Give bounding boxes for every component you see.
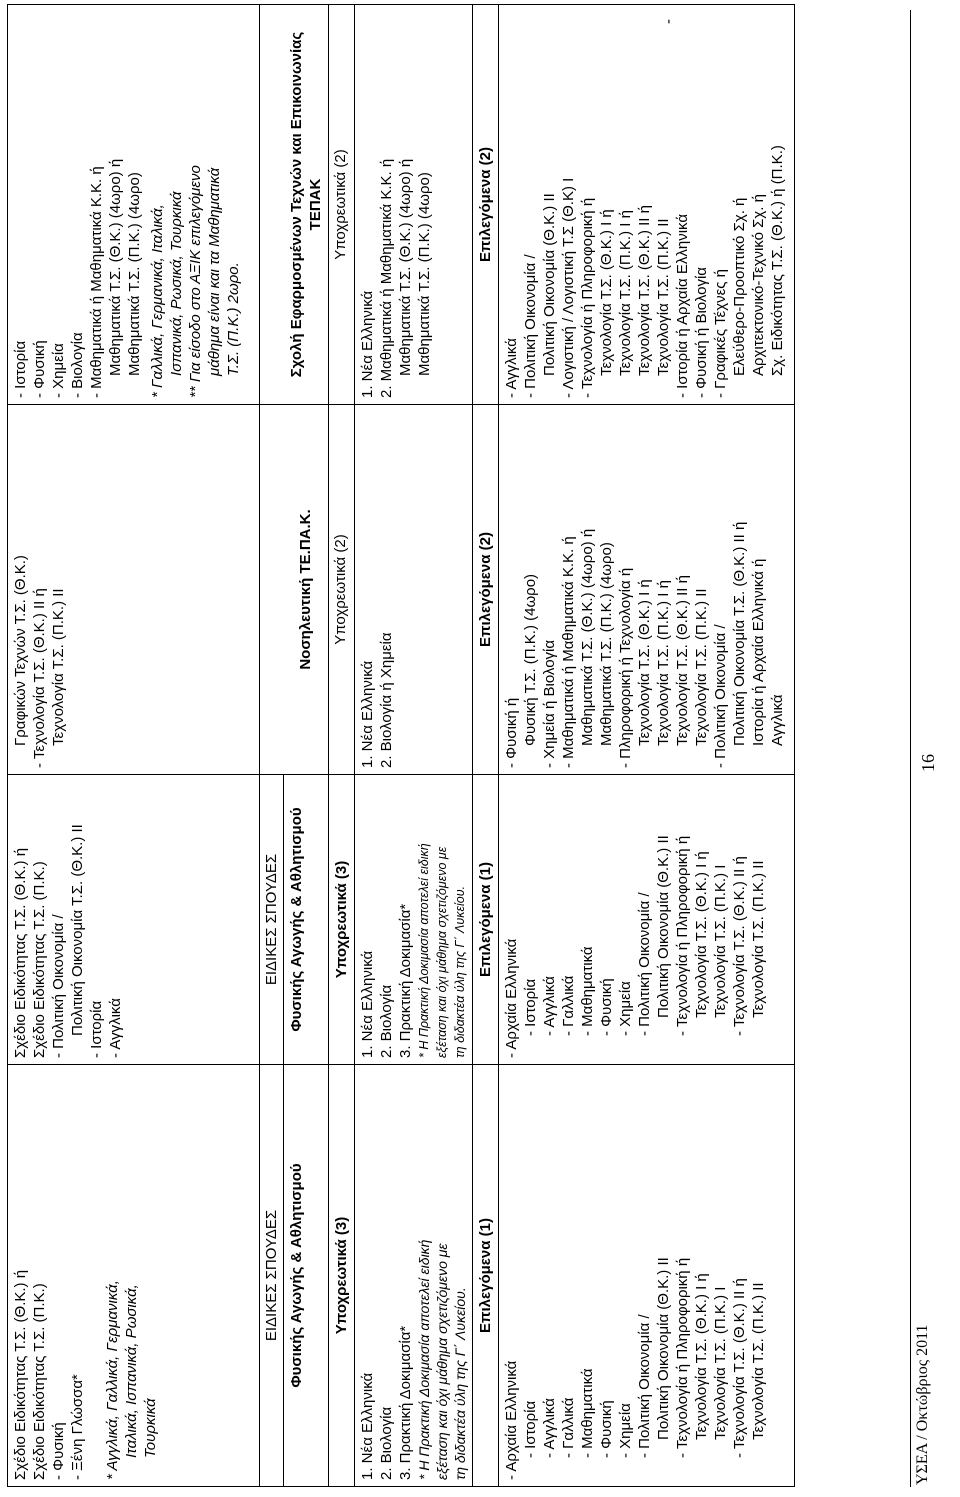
note-line: * Αγγλικά, Γαλλικά, Γερμανικά, [104, 1280, 121, 1480]
note-line: ** Για είσοδο στο ΑΞΙΚ επιλεγόμενο [187, 165, 204, 398]
school-header-4: Σχολή Εφαρμοσμένων Τεχνών και Επικοινωνίας ΤΕΠΑΚ [284, 5, 329, 405]
line: - Μαθηματικά [578, 1368, 596, 1458]
epil-items-4 [498, 5, 794, 405]
school-header-2: Φυσικής Αγωγής & Αθλητισμού [284, 775, 329, 1065]
line: - Αγγλικά [540, 1398, 558, 1458]
top-cell-1 [8, 1065, 260, 1487]
note-line: τη διδακτέα ύλη της Γ΄ Λυκείου. [451, 1287, 468, 1480]
line: 2. Βιολογία [377, 984, 395, 1058]
line: Πολιτική Οικονομία (Θ.Κ.) ΙΙ [654, 1257, 672, 1440]
line: Τεχνολογία Τ.Σ. (Θ.Κ.) Ι ή [692, 851, 710, 1018]
line: Τεχνολογία Τ.Σ. (Π.Κ.) ΙΙ [50, 588, 67, 746]
epil-header-2: Επιλεγόμενα (1) [472, 775, 498, 1065]
line: - Πολιτική Οικονομία / [711, 624, 729, 768]
line: Μαθηματικά Τ.Σ. (Θ.Κ.) (4ωρο) ή [107, 158, 124, 376]
line: - Φυσική [597, 978, 615, 1036]
line: Τεχνολογία Τ.Σ. (Θ.Κ.) ΙΙ ή [673, 575, 691, 746]
line: 3. Πρακτική Δοκιμασία* [396, 903, 414, 1058]
note-line: Τουρκικά [142, 1398, 159, 1458]
line: Τεχνολογία Τ.Σ. (Θ.Κ.) ΙΙ ή [635, 205, 653, 376]
line: - Μαθηματικά [578, 946, 596, 1036]
line: - Τεχνολογία ή Πληροφορική ή [578, 197, 596, 398]
line: Πολιτική Οικονομία Τ.Σ. (Θ.Κ.) ΙΙ ή [730, 521, 748, 746]
top-cell-2 [8, 775, 260, 1065]
ypoxr-items-4 [354, 5, 472, 405]
line: - Πληροφορική ή Τεχνολογία ή [616, 567, 634, 768]
line: Τεχνολογία Τ.Σ. (Π.Κ.) Ι ή [616, 210, 634, 376]
epil-items-3 [498, 405, 794, 775]
line: Μαθηματικά Τ.Σ. (Θ.Κ.) (4ωρο) ή [396, 158, 414, 376]
ypoxr-items-2 [354, 775, 472, 1065]
line: Σχέδιο Ειδικότητας Τ.Σ. (Θ.Κ.) ή [12, 1269, 29, 1480]
line: - Γραφικές Τέχνες ή [711, 268, 729, 398]
line: Τεχνολογία Τ.Σ. (Θ.Κ.) Ι ή [597, 209, 615, 376]
line: Αρχιτεκτονικό-Τεχνικό Σχ. ή [749, 194, 767, 376]
footer-rule [910, 10, 911, 1487]
line: 1. Νέα Ελληνικά [358, 950, 376, 1058]
note-line: τη διδακτέα ύλη της Γ΄ Λυκείου. [452, 885, 467, 1058]
line: - Λογιστική / Λογιστική Τ.Σ (Θ.Κ) Ι [559, 177, 577, 398]
line: Μαθηματικά Τ.Σ. (Π.Κ.) (4ωρο) [415, 172, 433, 376]
empty-cell [260, 405, 284, 775]
line: - Φυσική [597, 1400, 615, 1458]
line: - Φυσική ή [502, 697, 520, 768]
line: 1. Νέα Ελληνικά [358, 1372, 376, 1480]
note-line: Τ.Σ. (Π.Κ.) 2ωρο. [225, 262, 242, 376]
epil-header-3: Επιλεγόμενα (2) [472, 405, 498, 775]
line: - Αγγλικά [540, 976, 558, 1036]
line: - Αρχαία Ελληνικά [502, 938, 520, 1058]
line: - Πολιτική Οικονομία / [521, 254, 539, 398]
line: Ελεύθερο-Προοπτικό Σχ. ή [730, 197, 748, 376]
line: - Πολιτική Οικονομία / [50, 914, 67, 1058]
line: - Πολιτική Οικονομία / [635, 892, 653, 1036]
line: 2. Μαθηματικά ή Μαθηματικά Κ.Κ. ή [377, 158, 395, 398]
eidikes-row [260, 5, 284, 1487]
epil-header-4: Επιλεγόμενα (2) [472, 5, 498, 405]
line: Σχέδιο Ειδικότητας Τ.Σ. (Π.Κ.) [31, 1283, 48, 1480]
line: - Φυσική [31, 340, 48, 398]
line: Μαθηματικά Τ.Σ. (Θ.Κ.) (4ωρο) ή [578, 528, 596, 746]
epil-items-1 [498, 1065, 794, 1487]
line: - Πολιτική Οικονομία / [635, 1314, 653, 1458]
line: - Τεχνολογία ή Πληροφορική ή [673, 1257, 691, 1458]
epil-items-2 [498, 775, 794, 1065]
line: Τεχνολογία Τ.Σ. (Π.Κ.) Ι [711, 1286, 729, 1440]
line: Πολιτική Οικονομία (Θ.Κ.) ΙΙ [540, 193, 558, 376]
ypoxr-items-row [354, 5, 472, 1487]
ypoxr-header-3: Υποχρεωτικά (2) [328, 405, 354, 775]
line: Τεχνολογία Τ.Σ. (Π.Κ.) Ι [711, 864, 729, 1018]
line: - Ξένη Γλώσσα* [69, 1374, 86, 1480]
line: - Βιολογία [69, 332, 86, 398]
line: - Χημεία ή Βιολογία [540, 639, 558, 768]
note-line: μάθημα είναι και τα Μαθηματικά [206, 167, 223, 376]
note-line: Ισπανικά, Ρωσικά, Τουρκικά [168, 191, 185, 376]
line: - Χημεία [616, 981, 634, 1036]
top-cell-4 [8, 5, 260, 405]
school-header-3: Νοσηλευτική ΤΕ.ΠΑ.Κ. [284, 405, 329, 775]
line: Μαθηματικά Τ.Σ. (Π.Κ.) (4ωρο) [126, 172, 143, 376]
epil-items-row [498, 5, 794, 1487]
line: Πολιτική Οικονομία (Θ.Κ.) ΙΙ [654, 835, 672, 1018]
line: Σχέδιο Ειδικότητας Τ.Σ. (Θ.Κ.) ή [12, 847, 29, 1058]
line: - Φυσική [50, 1422, 67, 1480]
line: - Ιστορία [521, 978, 539, 1036]
line: Μαθηματικά Τ.Σ. (Π.Κ.) (4ωρο) [597, 542, 615, 746]
studies-table [7, 4, 795, 1487]
line: Τεχνολογία Τ.Σ. (Π.Κ.) ΙΙ [749, 860, 767, 1018]
note-line: * Γαλλικά, Γερμανικά, Ιταλικά, [149, 204, 166, 398]
ypoxr-items-1 [354, 1065, 472, 1487]
line: - Τεχνολογία Τ.Σ. (Θ.Κ.) ΙΙ ή [730, 1278, 748, 1458]
line: Τεχνολογία Τ.Σ. (Θ.Κ.) Ι ή [635, 579, 653, 746]
line: - Ιστορία [88, 1000, 105, 1058]
line: - Ιστορία ή Αρχαία Ελληνικά [673, 213, 691, 398]
line: - Αγγλικά [502, 338, 520, 398]
line: 1. Νέα Ελληνικά [358, 660, 376, 768]
line: Τεχνολογία Τ.Σ. (Π.Κ.) ΙΙ [749, 1282, 767, 1440]
line: - Μαθηματικά ή Μαθηματικά Κ.Κ. ή [559, 536, 577, 768]
line: Φυσική Τ.Σ. (Π.Κ.) (4ωρο) [521, 573, 539, 746]
line: - Ιστορία [521, 1400, 539, 1458]
line: Πολιτική Οικονομία Τ.Σ. (Θ.Κ.) ΙΙ [69, 824, 86, 1036]
school-header-1: Φυσικής Αγωγής & Αθλητισμού [284, 1065, 329, 1487]
line: 2. Βιολογία [377, 1406, 395, 1480]
top-row [8, 5, 260, 1487]
line: - Γαλλικά [559, 1397, 577, 1458]
line: Σχ. Ειδικότητας Τ.Σ. (Θ.Κ.) ή (Π.Κ.) [768, 145, 786, 376]
line: Ιστορία ή Αρχαία Ελληνικά ή [749, 558, 767, 746]
footer-organization-date: ΥΣΕΑ / Οκτώβριος 2011 [914, 1324, 931, 1485]
line: Τεχνολογία Τ.Σ. (Θ.Κ.) Ι ή [692, 1273, 710, 1440]
line: - Τεχνολογία ή Πληροφορική ή [673, 835, 691, 1036]
line: - Ιστορία [12, 340, 29, 398]
line: - Τεχνολογία Τ.Σ. (Θ.Κ.) ΙΙ ή [31, 588, 48, 768]
line: 1. Νέα Ελληνικά [358, 290, 376, 398]
line: - Τεχνολογία Τ.Σ. (Θ.Κ.) ΙΙ ή [730, 856, 748, 1036]
line: - Αγγλικά [107, 998, 124, 1058]
ypoxr-header-2: Υποχρεωτικά (3) [328, 775, 354, 1065]
empty-cell [260, 5, 284, 405]
line: Τεχνολογία Τ.Σ. (Π.Κ.) ΙΙ [654, 218, 672, 376]
note-line: εξέταση και όχι μάθημα σχετιζόμενο με [433, 1243, 450, 1480]
epil-header-1: Επιλεγόμενα (1) [472, 1065, 498, 1487]
note-line: * Η Πρακτική Δοκιμασία αποτελεί ειδική [416, 843, 431, 1058]
ypoxr-header-4: Υποχρεωτικά (2) [328, 5, 354, 405]
ypoxr-header-1: Υποχρεωτικά (3) [328, 1065, 354, 1487]
line: - Χημεία [616, 1403, 634, 1458]
line: Αγγλικά [768, 694, 786, 746]
line: - Χημεία [50, 343, 67, 398]
line: Τεχνολογία Τ.Σ. (Π.Κ.) Ι ή [654, 580, 672, 746]
line: Τεχνολογία Τ.Σ. (Π.Κ.) ΙΙ [692, 588, 710, 746]
line: Σχέδιο Ειδικότητας Τ.Σ. (Π.Κ.) [31, 861, 48, 1058]
ypoxr-header-row [328, 5, 354, 1487]
line: 2. Βιολογία ή Χημεία [377, 632, 395, 768]
line: 3. Πρακτική Δοκιμασία* [396, 1325, 414, 1480]
note-line: εξέταση και όχι μάθημα σχετιζόμενο με [434, 846, 449, 1058]
note-line: Ιταλικά, Ισπανικά, Ρωσικά, [123, 1284, 140, 1458]
stray-dash: - [659, 19, 677, 24]
epil-header-row [472, 5, 498, 1487]
page-number: 16 [918, 754, 938, 772]
eidikes-header-2: ΕΙΔΙΚΕΣ ΣΠΟΥΔΕΣ [260, 775, 284, 1065]
school-row [284, 5, 329, 1487]
line: - Φυσική ή Βιολογία [692, 267, 710, 398]
note-line: * Η Πρακτική Δοκιμασία αποτελεί ειδική [415, 1239, 432, 1480]
ypoxr-items-3 [354, 405, 472, 775]
eidikes-header-1: ΕΙΔΙΚΕΣ ΣΠΟΥΔΕΣ [260, 1065, 284, 1487]
line: - Μαθηματικά ή Μαθηματικά Κ.Κ. ή [88, 166, 105, 398]
line: - Γαλλικά [559, 975, 577, 1036]
line: - Αρχαία Ελληνικά [502, 1360, 520, 1480]
top-cell-3 [8, 405, 260, 775]
line: Γραφικών Τεχνών Τ.Σ. (Θ.Κ.) [12, 555, 29, 746]
